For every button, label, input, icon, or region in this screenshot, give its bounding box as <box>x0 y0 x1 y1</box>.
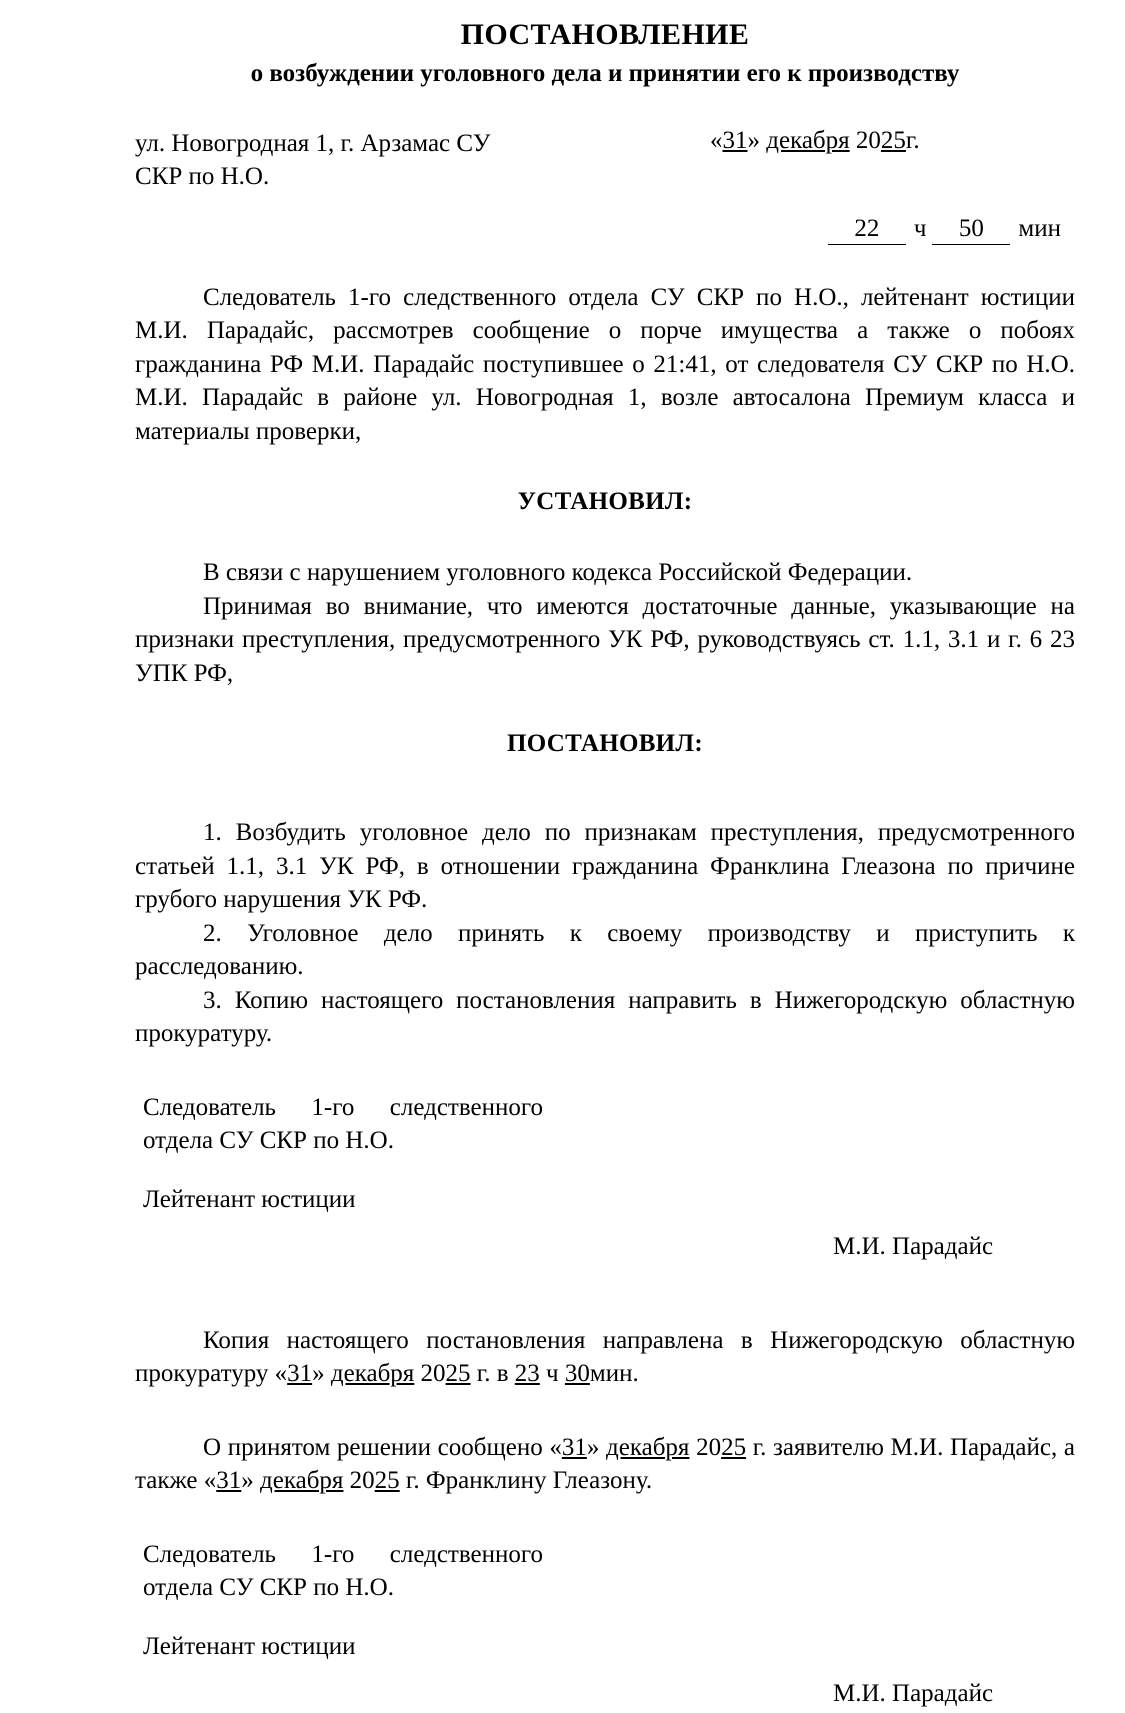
copy-sent-paragraph <box>135 1324 1075 1391</box>
date-year-prefix: 20 <box>855 126 881 154</box>
established-paragraph-1: В связи с нарушением уголовного кодекса Российской Федерации. <box>203 559 913 586</box>
issue-time-minutes: 50 <box>932 215 1010 245</box>
preamble-paragraph: Следователь 1-го следственного отдела СУ СКР по Н.О., лейтенант юстиции М.И. Парадайс, рассмотрев сообщение о порче имущества а также о побоях гражданина РФ М.И. Парадайс поступившее о 21:41, от следователя СУ СКР по Н.О. М.И. Парадайс в районе ул. Новогродная 1, возле автосалона Премиум класса и материалы проверки, <box>135 283 1075 445</box>
copy-sent-year-suffix: 25 <box>445 1360 471 1387</box>
copy-sent-lead: Копия настоящего постановления направлена в Нижегородскую областную прокуратуру <box>135 1326 1075 1387</box>
signature-2-role-line-2: отдела СУ СКР по Н.О. <box>143 1573 394 1601</box>
issue-date <box>710 127 920 155</box>
issue-time-hours-unit: ч <box>913 214 927 242</box>
notification-quote-open-2: « <box>203 1467 217 1494</box>
page-subtitle: о возбуждении уголовного дела и принятии его к производству <box>250 59 960 87</box>
notification-tail: г. Франклину Глеазону. <box>399 1467 653 1494</box>
date-month: декабря <box>766 126 850 154</box>
signature-2-name-row <box>135 1677 1075 1713</box>
signature-2-name: М.И. Парадайс <box>833 1679 994 1707</box>
copy-sent-hours: 23 <box>514 1360 540 1387</box>
document-body <box>135 0 1075 1713</box>
signature-block-secondary <box>135 1538 1075 1713</box>
address-line-2: СКР по Н.О. <box>135 162 270 190</box>
date-quote-open: « <box>710 126 723 154</box>
copy-sent-quote-close: » <box>312 1360 325 1387</box>
signature-name-row <box>135 1230 1075 1266</box>
signature-block-primary <box>135 1091 1075 1266</box>
copy-sent-day: 31 <box>287 1360 313 1387</box>
date-year-mark: г. <box>905 126 920 154</box>
signature-rank: Лейтенант юстиции <box>143 1185 356 1213</box>
notification-day-1: 31 <box>561 1433 587 1461</box>
copy-sent-year-prefix: 20 <box>420 1360 446 1387</box>
issue-time-hours: 22 <box>828 215 906 245</box>
date-day: 31 <box>722 126 748 154</box>
notification-quote-open-1: « <box>549 1433 562 1461</box>
issue-time-row <box>135 215 1075 255</box>
notification-paragraph <box>135 1431 1075 1498</box>
notification-year-prefix-2: 20 <box>349 1467 375 1494</box>
notification-year-prefix-1: 20 <box>696 1433 722 1461</box>
date-quote-close: » <box>747 126 760 154</box>
signature-role-line-2: отдела СУ СКР по Н.О. <box>143 1126 394 1154</box>
established-paragraph-2: Принимая во внимание, что имеются достаточные данные, указывающие на признаки преступления, предусмотренного УК РФ, руководствуясь ст. 1.1, 3.1 и г. 6 23 УПК РФ, <box>135 592 1075 687</box>
page-title: ПОСТАНОВЛЕНИЕ <box>460 18 750 51</box>
decided-item-3: 3. Копию настоящего постановления направить в Нижегородскую областную прокуратуру. <box>135 986 1075 1047</box>
decided-item-2: 2. Уголовное дело принять к своему производству и приступить к расследованию. <box>135 919 1075 980</box>
date-year-suffix: 25 <box>880 126 906 154</box>
notification-month-2: декабря <box>260 1467 344 1494</box>
signature-2-role-line-1: Следователь 1-го следственного <box>143 1540 543 1568</box>
notification-lead: О принятом решении сообщено <box>203 1433 550 1461</box>
notification-year-suffix-1: 25 <box>721 1433 747 1461</box>
document-header <box>135 127 1075 193</box>
address-line-1: ул. Новогродная 1, г. Арзамас СУ <box>135 129 491 157</box>
signature-name: М.И. Парадайс <box>833 1232 994 1260</box>
notification-quote-close-1: » <box>586 1433 600 1461</box>
issuing-address <box>135 127 605 193</box>
signature-2-rank: Лейтенант юстиции <box>143 1632 356 1660</box>
copy-sent-month: декабря <box>330 1360 415 1387</box>
copy-sent-quote-open: « <box>274 1360 288 1387</box>
copy-sent-minutes-unit: мин. <box>589 1360 639 1387</box>
section-heading-decided: ПОСТАНОВИЛ: <box>506 730 703 757</box>
copy-sent-hours-unit: ч <box>539 1360 565 1387</box>
notification-quote-close-2: » <box>241 1467 254 1494</box>
copy-sent-year-mark: г. в <box>470 1360 515 1387</box>
notification-middle: г. заявителю М.И. Парадайс, а также <box>135 1433 1076 1494</box>
notification-year-suffix-2: 25 <box>374 1467 400 1494</box>
issue-time-minutes-unit: мин <box>1018 214 1061 242</box>
notification-day-2: 31 <box>216 1467 242 1494</box>
signature-role-line-1: Следователь 1-го следственного <box>143 1093 543 1121</box>
copy-sent-minutes: 30 <box>564 1360 590 1387</box>
decided-item-1: 1. Возбудить уголовное дело по признакам преступления, предусмотренного статьей 1.1, 3.1 УК РФ, в отношении гражданина Франклина Глеазона по причине грубого нарушения УК РФ. <box>135 819 1075 913</box>
notification-month-1: декабря <box>606 1433 690 1461</box>
issue-time <box>828 215 1067 245</box>
section-heading-established: УСТАНОВИЛ: <box>517 488 693 515</box>
